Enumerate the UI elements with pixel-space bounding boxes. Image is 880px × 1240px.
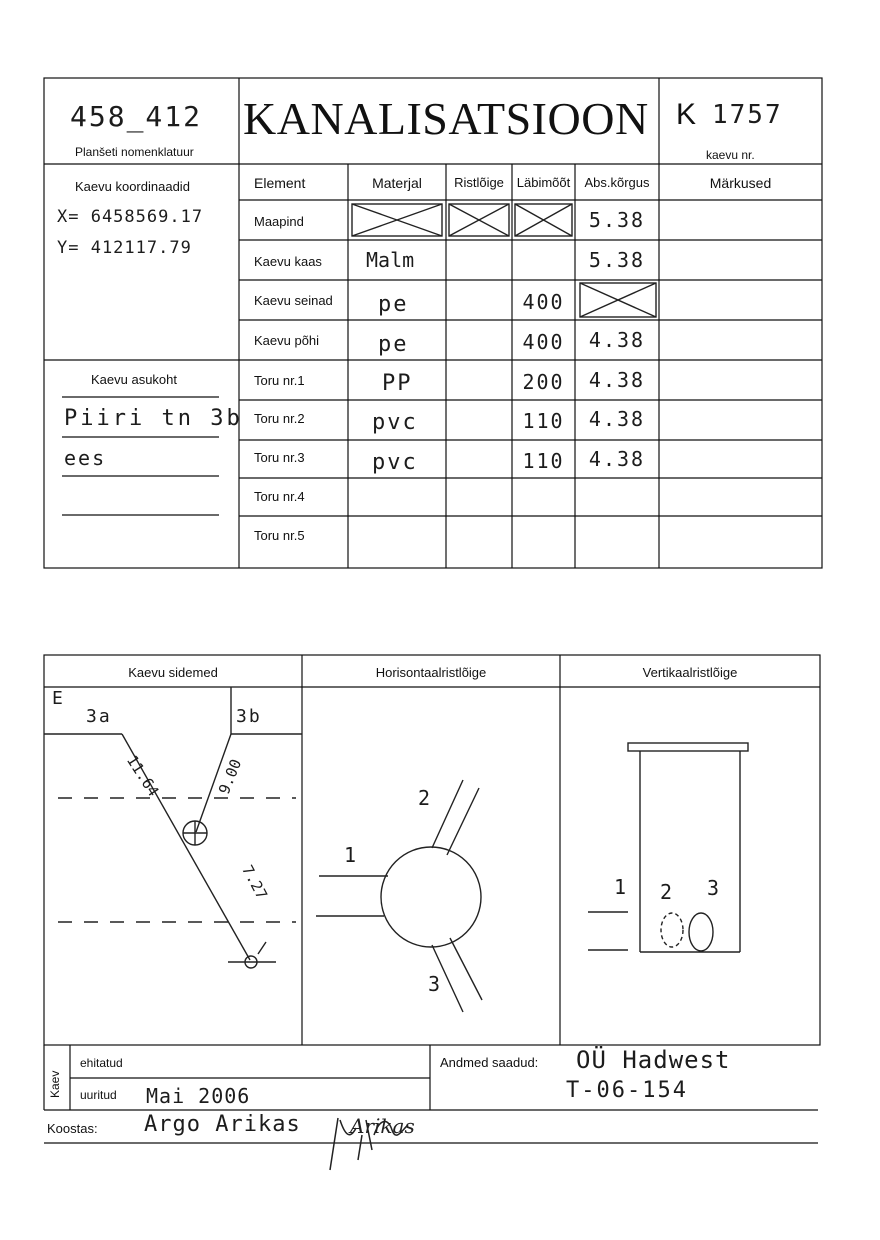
row-material: pvc xyxy=(372,450,418,475)
ties-distance-2: 9.00 xyxy=(215,756,246,797)
row-element: Kaevu kaas xyxy=(254,254,322,269)
row-material: Malm xyxy=(366,248,415,272)
row-diameter: 200 xyxy=(522,370,565,394)
row-element: Toru nr.3 xyxy=(254,450,305,465)
well-side-label: Kaev xyxy=(48,1070,62,1098)
vertical-pipe-1: 1 xyxy=(614,875,629,899)
row-diameter: 110 xyxy=(522,409,565,433)
row-height: 5.38 xyxy=(588,248,646,272)
author-label: Koostas: xyxy=(47,1121,98,1136)
coordinate-x: X= 6458569.17 xyxy=(57,207,204,227)
header-cross-section: Ristlõige xyxy=(454,175,504,190)
row-material: pvc xyxy=(372,410,418,435)
built-label: ehitatud xyxy=(80,1056,123,1070)
location-line1: Piiri tn 3b xyxy=(64,406,243,431)
ties-distance-3: 7.27 xyxy=(238,862,271,903)
nomenclature-value: 458_412 xyxy=(70,100,203,133)
well-label: kaevu nr. xyxy=(706,148,755,162)
well-number: 1757 xyxy=(712,100,783,130)
coordinates-label: Kaevu koordinaadid xyxy=(75,179,190,194)
ties-label: Kaevu sidemed xyxy=(128,665,218,680)
header-material: Materjal xyxy=(372,175,422,191)
row-element: Kaevu põhi xyxy=(254,333,320,348)
row-diameter: 400 xyxy=(522,290,565,314)
header-diameter: Läbimõõt xyxy=(516,175,571,190)
row-element: Toru nr.1 xyxy=(254,373,305,388)
ties-left-plot: 3a xyxy=(86,706,112,727)
page-title: KANALISATSIOON xyxy=(243,93,649,144)
row-material: pe xyxy=(378,332,409,357)
horizontal-pipe-1: 1 xyxy=(344,843,359,867)
coordinate-y: Y= 412117.79 xyxy=(57,238,192,258)
vertical-section-label: Vertikaalristlõige xyxy=(642,665,738,680)
horizontal-section-label: Horisontaalristlõige xyxy=(375,665,487,680)
ties-corner: E xyxy=(52,688,65,709)
row-height: 4.38 xyxy=(588,447,646,471)
row-element: Toru nr.4 xyxy=(254,489,305,504)
horizontal-pipe-2: 2 xyxy=(418,786,433,810)
header-abs-height: Abs.kõrgus xyxy=(584,175,650,190)
row-diameter: 110 xyxy=(522,449,565,473)
signature: Arikas xyxy=(350,1114,415,1138)
location-label: Kaevu asukoht xyxy=(91,372,178,387)
row-height: 4.38 xyxy=(588,368,646,392)
vertical-pipe-3: 3 xyxy=(707,876,722,900)
row-height: 4.38 xyxy=(588,407,646,431)
nomenclature-label: Planšeti nomenklatuur xyxy=(75,145,194,159)
row-element: Kaevu seinad xyxy=(254,293,333,308)
header-remarks: Märkused xyxy=(709,175,772,191)
vertical-pipe-2: 2 xyxy=(660,880,675,904)
header-element: Element xyxy=(254,175,306,191)
author-value: Argo Arikas xyxy=(144,1112,301,1137)
well-prefix: K xyxy=(676,98,697,131)
row-height: 5.38 xyxy=(588,208,646,232)
row-material: PP xyxy=(382,371,413,396)
horizontal-pipe-3: 3 xyxy=(428,972,443,996)
ties-right-plot: 3b xyxy=(236,706,262,727)
surveyed-value: Mai 2006 xyxy=(146,1084,251,1108)
row-material: pe xyxy=(378,292,409,317)
surveyed-label: uuritud xyxy=(80,1088,117,1102)
data-source-label: Andmed saadud: xyxy=(440,1055,539,1070)
row-element: Maapind xyxy=(254,214,304,229)
location-line2: ees xyxy=(64,446,107,470)
row-element: Toru nr.2 xyxy=(254,411,305,426)
row-height: 4.38 xyxy=(588,328,646,352)
row-diameter: 400 xyxy=(522,330,565,354)
data-source-company: OÜ Hadwest xyxy=(576,1046,731,1074)
row-element: Toru nr.5 xyxy=(254,528,305,543)
data-source-code: T-06-154 xyxy=(566,1078,688,1103)
ties-distance-1: 11.64 xyxy=(122,752,163,800)
